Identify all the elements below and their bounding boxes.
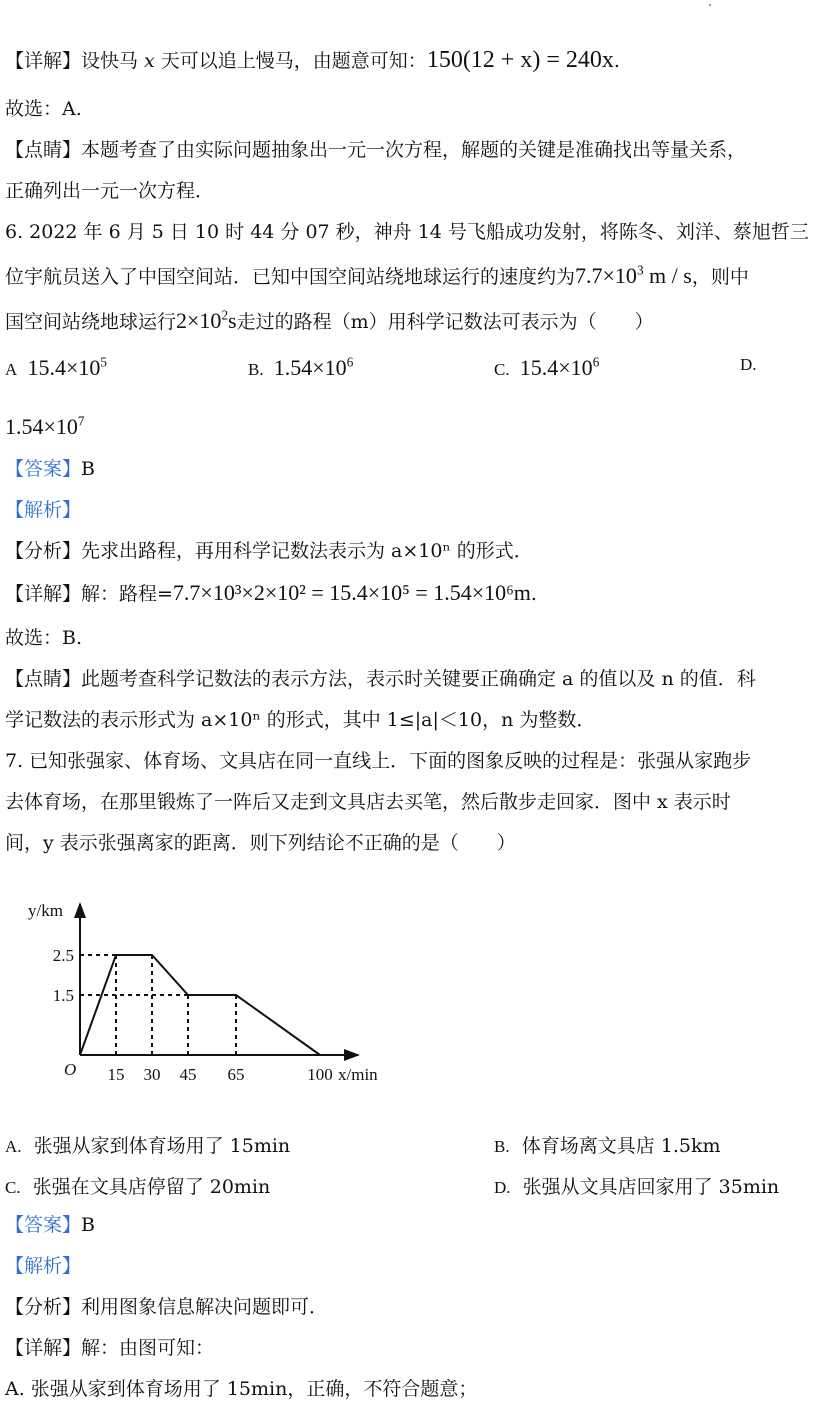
q6-stem-line3: 国空间站绕地球运行$2\times 10^2s$走过的路程（m）用科学记数法可表示为（ ） xyxy=(5,307,654,333)
q6-stem-line2: 位宇航员送入了中国空间站．已知中国空间站绕地球运行的速度约为$7.7\times 10^3$ m / s，则中 xyxy=(5,262,749,288)
y-axis-label: y/km xyxy=(28,901,63,920)
origin-label: O xyxy=(64,1060,77,1079)
x-axis-label: x/min xyxy=(338,1065,378,1084)
q6-comment-line1: 【点睛】此题考查科学记数法的表示方法，表示时关键要正确确定 a 的值以及 n 的值．科 xyxy=(5,668,756,690)
q6-choice: 故选：B. xyxy=(5,627,83,649)
q7-stem-line1: 7. 已知张强家、体育场、文具店在同一直线上．下面的图象反映的过程是：张强从家跑步 xyxy=(5,750,752,772)
y-tick-label: 1.5 xyxy=(52,986,74,1005)
q5-comment-line1: 【点睛】本题考查了由实际问题抽象出一元一次方程，解题的关键是准确找出等量关系， xyxy=(5,139,747,161)
x-tick-labels xyxy=(108,1065,333,1084)
x-tick-label: 30 xyxy=(143,1065,161,1084)
q7-stem-line2: 去体育场，在那里锻炼了一阵后又走到文具店去买笔，然后散步走回家．图中 x 表示时 xyxy=(5,791,731,813)
q5-comment-line2: 正确列出一元一次方程． xyxy=(5,180,215,202)
x-tick-label: 65 xyxy=(227,1065,245,1084)
q6-option-a: A $15.4\times 10^5$ xyxy=(5,354,107,380)
q6-option-b: B. $1.54\times 10^6$ xyxy=(248,354,354,380)
q6-comment-line2: 学记数法的表示形式为 a×10ⁿ 的形式，其中 1≤|a|＜10，n 为整数． xyxy=(5,709,596,731)
q5-detail: 【详解】设快马 x 天可以追上慢马，由题意可知：150(12 + x) = 240x. xyxy=(5,47,620,73)
q7-option-a: A. 张强从家到体育场用了 15min xyxy=(5,1135,291,1157)
q6-option-d-label: D. xyxy=(740,355,757,374)
q6-option-c: C. $15.4\times 10^6$ xyxy=(494,354,600,380)
scan-speck xyxy=(709,4,711,6)
q7-option-d: D. 张强从文具店回家用了 35min xyxy=(494,1176,780,1198)
q5-equation: 150(12 + x) = 240x xyxy=(426,47,614,73)
q7-option-b: B. 体育场离文具店 1.5km xyxy=(494,1135,721,1157)
q7-analysis-tag: 【解析】 xyxy=(5,1255,82,1277)
q6-answer: 【答案】B xyxy=(5,458,95,480)
q6-option-d-value: $1.54\times 10^7$ xyxy=(5,413,85,439)
q7-option-c: C. 张强在文具店停留了 20min xyxy=(5,1176,271,1198)
q6-equation: 7.7×10³×2×10² = 15.4×10⁵ = 1.54×10⁶m xyxy=(172,580,531,605)
y-tick-labels xyxy=(53,946,74,1005)
y-tick-label: 2.5 xyxy=(52,946,74,965)
x-tick-label: 15 xyxy=(107,1065,125,1084)
q7-stem-line3: 间，y 表示张强离家的距离．则下列结论不正确的是（ ） xyxy=(5,832,516,854)
q7-answer: 【答案】B xyxy=(5,1214,95,1236)
q7-detail: 【详解】解：由图可知： xyxy=(5,1337,215,1359)
dashed-guides xyxy=(80,955,236,1055)
x-tick-label: 45 xyxy=(179,1065,197,1084)
q6-fenxi: 【分析】先求出路程，再用科学记数法表示为 a×10ⁿ 的形式． xyxy=(5,540,533,562)
q7-detail-a: A. 张强从家到体育场用了 15min，正确，不符合题意； xyxy=(5,1378,478,1400)
q6-detail: 【详解】解：路程=7.7×10³×2×10² = 15.4×10⁵ = 1.54×10⁶m. xyxy=(5,580,537,605)
distance-time-graph xyxy=(20,890,400,1090)
q6-stem-line1: 6. 2022 年 6 月 5 日 10 时 44 分 07 秒，神舟 14 号飞船成功发射，将陈冬、刘洋、蔡旭哲三 xyxy=(5,221,809,243)
q7-fenxi: 【分析】利用图象信息解决问题即可． xyxy=(5,1296,329,1318)
q5-choice: 故选：A. xyxy=(5,98,82,120)
q6-analysis-tag: 【解析】 xyxy=(5,499,82,521)
x-tick-label: 100 xyxy=(307,1065,333,1084)
